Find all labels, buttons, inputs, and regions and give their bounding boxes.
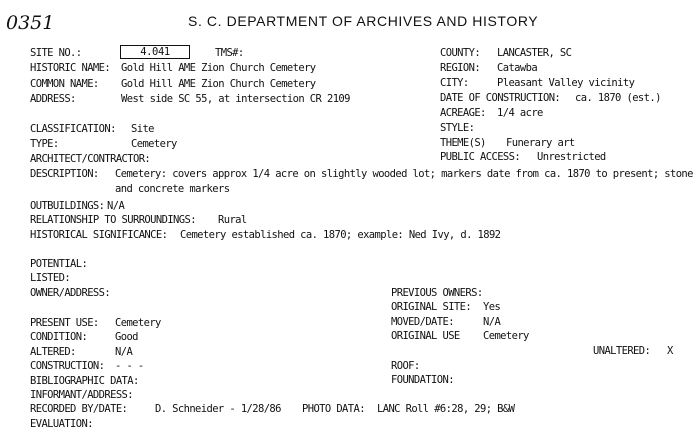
- original-use-value: Cemetery: [483, 330, 529, 342]
- potential-label: POTENTIAL:: [30, 258, 88, 270]
- unaltered-value: X: [667, 345, 673, 357]
- listed-label: LISTED:: [30, 272, 71, 284]
- address-label: ADDRESS:: [30, 93, 76, 105]
- site-no-label: SITE NO.:: [30, 47, 82, 59]
- condition-label: CONDITION:: [30, 331, 88, 343]
- owner-address-label: OWNER/ADDRESS:: [30, 287, 111, 299]
- tms-label: TMS#:: [215, 47, 244, 59]
- significance-value: Cemetery established ca. 1870; example: Ned Ivy, d. 1892: [180, 229, 501, 241]
- address-value: West side SC 55, at intersection CR 2109: [121, 93, 350, 105]
- handwritten-number: 0351: [6, 12, 55, 34]
- region-value: Catawba: [497, 62, 538, 74]
- previous-owners-label: PREVIOUS OWNERS:: [391, 287, 483, 299]
- photo-data-label: PHOTO DATA:: [302, 403, 365, 415]
- roof-label: ROOF:: [391, 360, 420, 372]
- type-label: TYPE:: [30, 138, 59, 150]
- present-use-value: Cemetery: [115, 317, 161, 329]
- relationship-value: Rural: [218, 214, 247, 226]
- public-access-value: Unrestricted: [537, 151, 606, 163]
- acreage-value: 1/4 acre: [497, 107, 543, 119]
- photo-data-value: LANC Roll #6:28, 29; B&W: [377, 403, 515, 415]
- historic-name-value: Gold Hill AME Zion Church Cemetery: [121, 62, 316, 74]
- condition-value: Good: [115, 331, 138, 343]
- description-line-1: Cemetery: covers approx 1/4 acre on slightly wooded lot; markers date from ca. 1870 to present; stone: [115, 168, 693, 180]
- themes-label: THEME(S): [440, 137, 486, 149]
- description-line-2: and concrete markers: [115, 183, 230, 195]
- acreage-label: ACREAGE:: [440, 107, 486, 119]
- moved-date-label: MOVED/DATE:: [391, 316, 454, 328]
- original-use-label: ORIGINAL USE: [391, 330, 460, 342]
- classification-label: CLASSIFICATION:: [30, 123, 116, 135]
- common-name-value: Gold Hill AME Zion Church Cemetery: [121, 78, 316, 90]
- classification-value: Site: [131, 123, 154, 135]
- architect-label: ARCHITECT/CONTRACTOR:: [30, 153, 151, 165]
- description-label: DESCRIPTION:: [30, 168, 99, 180]
- evaluation-label: EVALUATION:: [30, 418, 93, 430]
- original-site-label: ORIGINAL SITE:: [391, 301, 472, 313]
- unaltered-label: UNALTERED:: [593, 345, 651, 357]
- moved-date-value: N/A: [483, 316, 501, 328]
- relationship-label: RELATIONSHIP TO SURROUNDINGS:: [30, 214, 196, 226]
- page-title: S. C. DEPARTMENT OF ARCHIVES AND HISTORY: [188, 13, 539, 29]
- recorded-by-value: D. Schneider - 1/28/86: [155, 403, 281, 415]
- site-no-box: 4.041: [120, 45, 190, 59]
- altered-value: N/A: [115, 346, 133, 358]
- region-label: REGION:: [440, 62, 481, 74]
- date-of-construction-value: ca. 1870 (est.): [575, 92, 661, 104]
- date-of-construction-label: DATE OF CONSTRUCTION:: [440, 92, 561, 104]
- significance-label: HISTORICAL SIGNIFICANCE:: [30, 229, 168, 241]
- public-access-label: PUBLIC ACCESS:: [440, 151, 521, 163]
- outbuildings-value: N/A: [107, 200, 125, 212]
- county-value: LANCASTER, SC: [497, 47, 572, 59]
- present-use-label: PRESENT USE:: [30, 317, 99, 329]
- county-label: COUNTY:: [440, 47, 481, 59]
- original-site-value: Yes: [483, 301, 501, 313]
- construction-label: CONSTRUCTION:: [30, 360, 105, 372]
- common-name-label: COMMON NAME:: [30, 78, 99, 90]
- style-label: STYLE:: [440, 122, 475, 134]
- foundation-label: FOUNDATION:: [391, 374, 454, 386]
- construction-value: - - -: [115, 360, 144, 372]
- city-label: CITY:: [440, 77, 469, 89]
- historic-name-label: HISTORIC NAME:: [30, 62, 111, 74]
- informant-label: INFORMANT/ADDRESS:: [30, 389, 133, 401]
- outbuildings-label: OUTBUILDINGS:: [30, 200, 105, 212]
- recorded-by-label: RECORDED BY/DATE:: [30, 403, 128, 415]
- themes-value: Funerary art: [506, 137, 575, 149]
- altered-label: ALTERED:: [30, 346, 76, 358]
- bibliographic-label: BIBLIOGRAPHIC DATA:: [30, 375, 139, 387]
- type-value: Cemetery: [131, 138, 177, 150]
- city-value: Pleasant Valley vicinity: [497, 77, 635, 89]
